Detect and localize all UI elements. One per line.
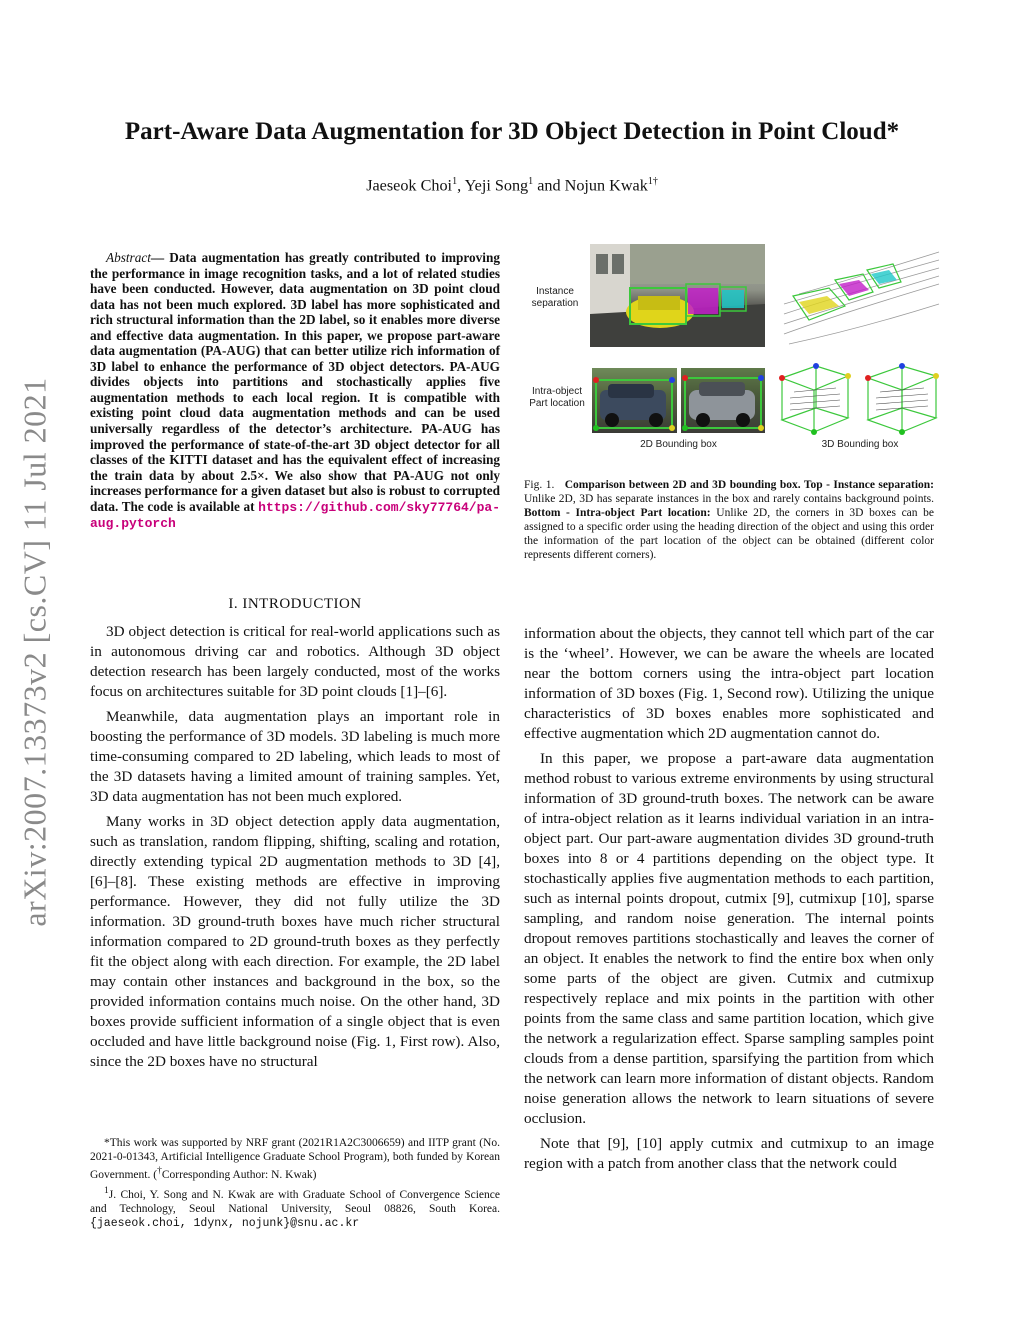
arxiv-identifier xyxy=(10,352,60,952)
section-heading: I. INTRODUCTION xyxy=(228,596,362,612)
paragraph: 3D object detection is critical for real-world applications such as in autonomous driving car and robotics. Although 3D object detection research has been largely conducted, most of the works focus on architectures suitable for 3D point clouds [1]–[6]. xyxy=(90,623,500,700)
car-photo-1 xyxy=(592,368,677,433)
abstract-label: Abstract xyxy=(106,250,151,265)
point-cloud-graphic xyxy=(779,244,944,352)
paragraph: Many works in 3D object detection apply data augmentation, such as translation, random flipping, shifting, scaling and rotation, directly extending typical 2D augmentation methods to 3D [4], [6]–[8]. These existing methods are effective in improving performance. However, they did not fully utilize the 3D information. 3D ground-truth boxes have much richer structural information compared to 2D ground-truth boxes as they perfectly fit the object along with each direction. For example, the 2D label may contain other instances and background in the box, so the provided information contains much noise. On the other hand, 3D boxes provide sufficient information of a single object that is even occluded and have little background noise (Fig. 1, First row). Also, since the 2D boxes have no structural xyxy=(90,813,500,1070)
footnote-mark: † xyxy=(157,1165,162,1176)
paragraph: Meanwhile, data augmentation plays an important role in boosting the performance of 3D models. 3D labeling is much more time-consuming compared to 2D labeling, which leads to most of the 3D datasets having a limited amount of training samples. Yet, 3D data augmentation has not been much explored. xyxy=(90,708,500,805)
abstract-text: Data augmentation has greatly contributed to improving the performance in image recognition tasks, and a lot of related studies have been conducted. However, data augmentation on 3D point cloud data has not been much explored. 3D label has more sophisticated and rich structural information than the 2D label, so it enables more diverse and effective data augmentation. In this paper, we propose part-aware data augmentation (PA-AUG) that can better utilize rich information of 3D label to enhance the performance of 3D object detectors. PA-AUG divides objects into partitions and stochastically applies five augmentation methods to each local region. It is compatible with existing point cloud data augmentation methods and can be used universally regardless of the detector’s architecture. PA-AUG has improved the performance of state-of-the-art 3D object detector for all classes of the KITTI dataset and has the equivalent effect of increasing the train data by about 2.5×. We also show that PA-AUG not only increases performance for a given dataset but also is robust to corrupted data. The code is available at xyxy=(90,250,500,514)
author-separator: and xyxy=(533,176,565,195)
car-photo-2 xyxy=(681,368,765,433)
car-graphic xyxy=(681,368,765,433)
footnote-funding xyxy=(90,1136,500,1182)
code-link[interactable]: https://github.com/sky77764/pa-aug.pytorch xyxy=(90,499,500,532)
caption-bold: Bottom - Intra-object Part location: xyxy=(524,507,711,520)
author-name: Nojun Kwak xyxy=(564,176,648,195)
arxiv-id-text: arXiv:2007.13373v2 [cs.CV] 11 Jul 2021 xyxy=(16,377,53,927)
figure-number: Fig. 1. xyxy=(524,479,555,491)
right-column-body xyxy=(524,624,934,1179)
label-line: Instance xyxy=(536,286,574,297)
author-name: Jaeseok Choi xyxy=(366,176,453,195)
abstract-dash: — xyxy=(150,250,170,265)
part-location-graphic xyxy=(776,358,944,440)
label-line: separation xyxy=(531,298,579,309)
car-graphic xyxy=(592,368,677,433)
footnotes xyxy=(90,1136,500,1233)
row-label-instance-separation xyxy=(524,286,586,310)
paragraph: In this paper, we propose a part-aware data augmentation method robust to various extreme environments by using structural information of 3D ground-truth boxes. The network can be aware of intra-object relation as it learns individual variation in an intra-object part. Our part-aware augmentation divides 3D ground-truth boxes into 8 or 4 partitions depending on the object type. It stochastically applies five augmentation methods to each partition, such as internal points dropout, cutmix [9], cutmixup [10], sparse sampling, and random noise generation. The internal points dropout removes partitions stochastically and leaves the corner of an object. It enables the network to find the entire box when only some parts of the object are given. Cutmix and cutmixup respectively replace and mix points in the partition with other points from the same class and same partition location, which give the network a regularization effect. Sparse sampling samples point clouds from a dense partition, sparsifying the partition from which the network can learn more information of distant objects. Random noise generation allows the network to learn situations of severe occlusion. xyxy=(524,750,934,1127)
figure-1 xyxy=(524,236,944,461)
column-label-2d: 2D Bounding box xyxy=(640,439,717,450)
street-scene-image xyxy=(590,244,765,347)
left-column-body xyxy=(90,622,500,1077)
point-cloud-3d-boxes-image xyxy=(779,244,944,352)
abstract xyxy=(90,250,500,532)
part-location-3d-image xyxy=(776,358,944,440)
figure-caption xyxy=(524,478,934,563)
author-list xyxy=(60,176,964,195)
paper-title: Part-Aware Data Augmentation for 3D Object Detection in Point Cloud* xyxy=(124,118,900,145)
paragraph: information about the objects, they cannot tell which part of the car is the ‘wheel’. However, we can be aware the wheels are located near the bottom corners using the intra-object part location information of 3D boxes (Fig. 1, Second row). Utilizing the unique characteristics of 3D boxes enables more sophisticated and effective augmentation which 2D augmentation cannot do. xyxy=(524,625,934,742)
label-line: Intra-object xyxy=(531,386,583,397)
caption-bold: Comparison between 2D and 3D bounding box. Top - Instance separation: xyxy=(564,479,935,491)
paragraph: Note that [9], [10] apply cutmix and cutmixup to an image region with a patch from another class that the network could xyxy=(524,1135,934,1172)
column-label-3d: 3D Bounding box xyxy=(821,439,899,450)
footnote-mark: 1 xyxy=(104,1184,109,1196)
caption-text: Unlike 2D, 3D has separate instances in the box and rarely contains background points. xyxy=(524,493,934,506)
affiliation-mark: 1 xyxy=(452,176,458,187)
caption-text: Unlike 2D, the corners in 3D boxes can be assigned to a specific order using the heading direction of the object and using this order the information of the part location of the object can be obtained (different color represents different corners). xyxy=(524,507,934,562)
street-scene-graphic xyxy=(590,244,765,347)
footnote-text: Corresponding Author: N. Kwak) xyxy=(161,1168,317,1181)
author-separator: , xyxy=(457,176,465,195)
author-name: Yeji Song xyxy=(464,176,529,195)
affiliation-mark: 1† xyxy=(647,176,658,187)
footnote-text: *This work was supported by NRF grant (2021R1A2C3006659) and IITP grant (No. 2021-0-01343, Artificial Intelligence Graduate School Program), both funded by Korean Government. ( xyxy=(90,1137,500,1181)
row-label-part-location xyxy=(524,386,590,410)
label-line: Part location xyxy=(529,398,585,409)
footnote-affiliation xyxy=(90,1184,500,1231)
footnote-text: J. Choi, Y. Song and N. Kwak are with Graduate School of Convergence Science and Technology, Seoul National University, Seoul 08826, South Korea. xyxy=(90,1188,500,1215)
author-emails: {jaeseok.choi, 1dynx, nojunk}@snu.ac.kr xyxy=(90,1216,360,1230)
affiliation-mark: 1 xyxy=(528,176,534,187)
